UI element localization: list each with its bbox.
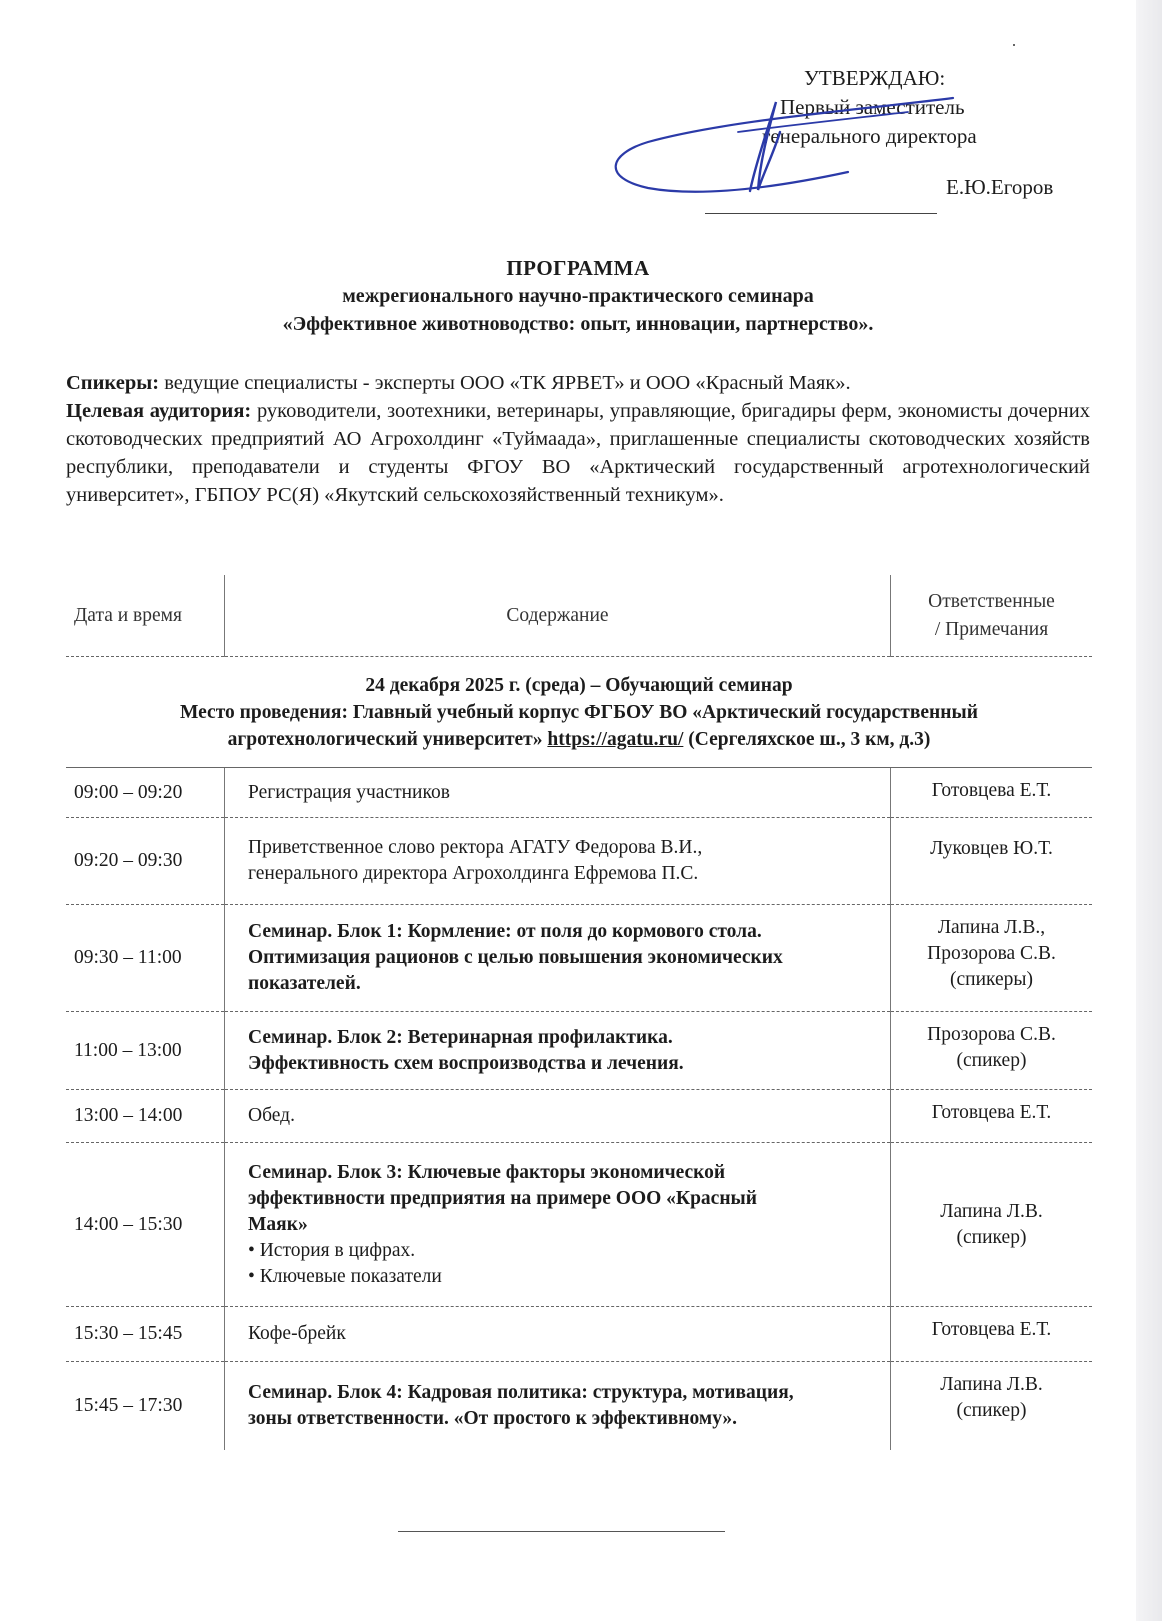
day-venue-address: (Сергеляхское ш., 3 км, д.3) [683, 728, 931, 750]
day-venue-line1: Место проведения: Главный учебный корпус ФГБОУ ВО «Арктический государственный [180, 701, 978, 723]
program-table [66, 575, 1092, 1450]
row-content: Кофе-брейк [225, 1307, 891, 1362]
header-responsible [891, 575, 1093, 657]
intro-section [66, 369, 1090, 509]
row-content-line: Семинар. Блок 1: Кормление: от поля до кормового стола. [248, 921, 762, 942]
row-content [225, 818, 891, 905]
row-bullet-item: • Ключевые показатели [248, 1265, 442, 1287]
row-content-line: Семинар. Блок 3: Ключевые факторы экономической [248, 1161, 726, 1183]
row-content-line: Маяк» [248, 1213, 308, 1235]
day-header [66, 657, 1092, 768]
row-responsible [891, 1143, 1093, 1307]
speakers-paragraph [66, 369, 1090, 397]
row-content-line: Оптимизация рационов с целью повышения экономических [248, 947, 783, 968]
row-time: 14:00 – 15:30 [66, 1143, 225, 1307]
header-responsible-line2: / Примечания [934, 618, 1049, 640]
page-edge-shadow [1136, 0, 1162, 1621]
day-venue-line2 [86, 726, 1072, 753]
row-content-line: Семинар. Блок 4: Кадровая политика: структура, мотивация, [248, 1381, 794, 1403]
row-time: 15:45 – 17:30 [74, 1394, 183, 1416]
row-responsible-line: Лапина Л.В. [940, 1200, 1043, 1222]
row-content: Обед. [225, 1090, 891, 1143]
title-subtitle: межрегионального научно-практического семинара [342, 285, 814, 307]
row-responsible-line: (спикер) [956, 1400, 1027, 1421]
audience-paragraph [66, 397, 1090, 509]
audience-text: руководители, зоотехники, ветеринары, управляющие, бригадиры ферм, экономисты дочерних скотоводческих предприятий АО Агрохолдинг «Туймаада», приглашенные специалисты скотоводческих хозяйств республики, преподаватели и студенты ФГОУ ВО «Арктический государственный агротехнологический университет», ГБПОУ РС(Я) «Якутский сельскохозяйственный техникум». [66, 400, 1090, 506]
row-bullet-item: • История в цифрах. [248, 1239, 416, 1261]
row-time: 15:30 – 15:45 [66, 1307, 225, 1362]
table-row [66, 768, 1092, 818]
row-time: 11:00 – 13:00 [66, 1012, 225, 1090]
row-responsible-line: (спикер) [956, 1226, 1027, 1248]
scan-speck [1013, 44, 1015, 46]
row-time: 09:20 – 09:30 [66, 818, 225, 905]
approval-position-line2: генерального директора [762, 124, 977, 148]
approval-heading: УТВЕРЖДАЮ: [804, 66, 946, 90]
speakers-label: Спикеры: [66, 372, 160, 394]
row-content [225, 1362, 891, 1450]
row-content [225, 905, 891, 1012]
row-responsible-line: Лапина Л.В. [940, 1374, 1043, 1395]
row-content-line: эффективности предприятия на примере ООО «Красный [248, 1187, 758, 1209]
table-row [66, 1362, 1092, 1450]
row-content-line: показателей. [248, 973, 361, 994]
handwritten-signature [608, 92, 968, 202]
row-responsible: Готовцева Е.Т. [891, 1090, 1093, 1143]
row-responsible [891, 1362, 1093, 1450]
row-content-line: Семинар. Блок 2: Ветеринарная профилактика. [248, 1026, 673, 1048]
table-row [66, 1307, 1092, 1362]
document-title [60, 254, 1096, 338]
speakers-text: ведущие специалисты - эксперты ООО «ТК ЯРВЕТ» и ООО «Красный Маяк». [159, 372, 851, 394]
title-program: ПРОГРАММА [506, 256, 650, 280]
row-responsible-line: Прозорова С.В. [927, 943, 1056, 964]
row-content [225, 1143, 891, 1307]
row-responsible-line: (спикеры) [949, 969, 1033, 990]
row-content-line: генерального директора Агрохолдинга Ефремова П.С. [248, 863, 699, 884]
table-row [66, 1143, 1092, 1307]
table-row [66, 1090, 1092, 1143]
row-content: Регистрация участников [225, 768, 891, 818]
row-responsible-line: (спикер) [956, 1050, 1027, 1071]
row-responsible-line: Лапина Л.В., [937, 917, 1046, 938]
day-venue-text: агротехнологический университет» [227, 728, 548, 750]
row-responsible: Готовцева Е.Т. [891, 768, 1093, 818]
audience-label: Целевая аудитория: [66, 400, 252, 422]
row-time: 09:30 – 11:00 [66, 905, 225, 1012]
row-content [225, 1012, 891, 1090]
row-responsible [891, 1012, 1093, 1090]
row-responsible: Готовцева Е.Т. [891, 1307, 1093, 1362]
table-row [66, 1012, 1092, 1090]
table-row [66, 818, 1092, 905]
venue-link[interactable]: https://agatu.ru/ [547, 728, 684, 750]
row-responsible: Луковцев Ю.Т. [891, 818, 1093, 905]
row-content-line: Приветственное слово ректора АГАТУ Федорова В.И., [248, 837, 703, 858]
table-row [66, 905, 1092, 1012]
footer-divider [398, 1531, 725, 1532]
row-content-line: Эффективность схем воспроизводства и лечения. [248, 1052, 684, 1074]
header-responsible-line1: Ответственные [928, 590, 1055, 612]
row-content-line: зоны ответственности. «От простого к эффективному». [248, 1407, 738, 1429]
row-time: 13:00 – 14:00 [66, 1090, 225, 1143]
table-header-row [66, 575, 1092, 657]
approval-signer: Е.Ю.Егоров [946, 175, 1054, 199]
row-responsible [891, 905, 1093, 1012]
row-responsible-line: Прозорова С.В. [927, 1024, 1056, 1045]
header-datetime: Дата и время [66, 575, 225, 657]
day-date: 24 декабря 2025 г. (среда) – Обучающий семинар [365, 674, 793, 696]
signature-line [705, 213, 937, 214]
row-time: 09:00 – 09:20 [66, 768, 225, 818]
title-seminar-name: «Эффективное животноводство: опыт, инновации, партнерство». [282, 313, 874, 335]
approval-position-line1: Первый заместитель [780, 95, 965, 119]
day-header-row [66, 657, 1092, 768]
header-content: Содержание [225, 575, 891, 657]
